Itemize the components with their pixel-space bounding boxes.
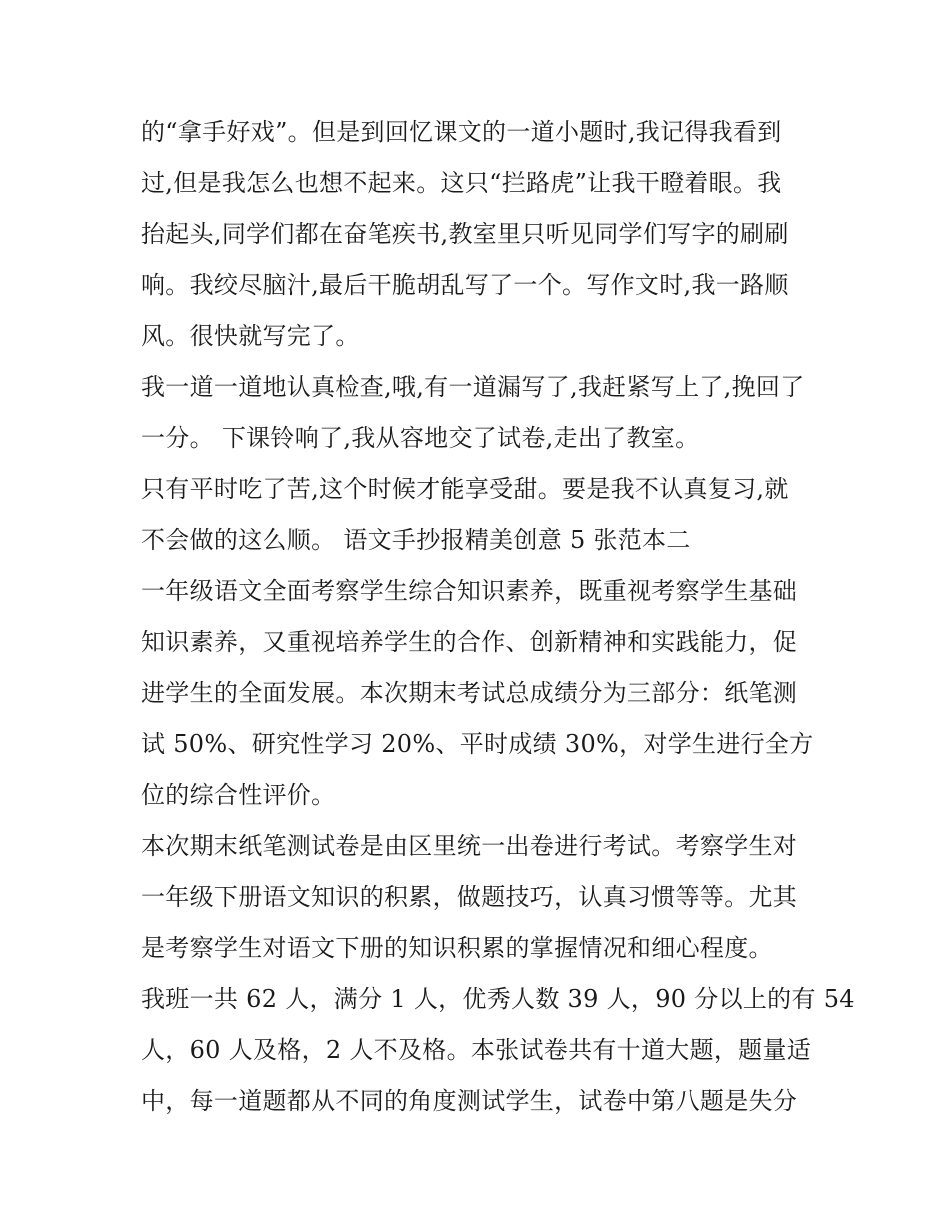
text-line: 只有平时吃了苦,这个时候才能享受甜。要是我不认真复习,就 xyxy=(141,475,789,503)
text-line: 抬起头,同学们都在奋笔疾书,教室里只听见同学们写字的刷刷 xyxy=(141,220,789,248)
text-line: 风。很快就写完了。 xyxy=(141,322,360,350)
text-line: 我一道一道地认真检查,哦,有一道漏写了,我赶紧写上了,挽回了 xyxy=(141,373,805,401)
text-line: 一分。 下课铃响了,我从容地交了试卷,走出了教室。 xyxy=(141,424,700,452)
body-text xyxy=(141,107,855,1127)
text-line: 的“拿手好戏”。但是到回忆课文的一道小题时,我记得我看到 xyxy=(141,118,782,146)
text-line: 位的综合性评价。 xyxy=(141,781,336,809)
text-line: 我班一共 62 人，满分 1 人，优秀人数 39 人，90 分以上的有 54 xyxy=(141,985,855,1013)
text-line: 进学生的全面发展。本次期末考试总成绩分为三部分：纸笔测 xyxy=(141,679,798,707)
text-line: 响。我绞尽脑汁,最后干脆胡乱写了一个。写作文时,我一路顺 xyxy=(141,271,789,299)
text-line: 一年级语文全面考察学生综合知识素养，既重视考察学生基础 xyxy=(141,577,798,605)
text-line: 过,但是我怎么也想不起来。这只“拦路虎”让我干瞪着眼。我 xyxy=(141,169,782,197)
text-line: 本次期末纸笔测试卷是由区里统一出卷进行考试。考察学生对 xyxy=(141,832,798,860)
text-line: 不会做的这么顺。 语文手抄报精美创意 5 张范本二 xyxy=(141,526,691,554)
text-line: 人，60 人及格，2 人不及格。本张试卷共有十道大题，题量适 xyxy=(141,1036,812,1064)
text-line: 一年级下册语文知识的积累，做题技巧，认真习惯等等。尤其 xyxy=(141,883,798,911)
text-line: 中，每一道题都从不同的角度测试学生，试卷中第八题是失分 xyxy=(141,1087,798,1115)
text-line: 知识素养，又重视培养学生的合作、创新精神和实践能力，促 xyxy=(141,628,798,656)
text-line: 试 50%、研究性学习 20%、平时成绩 30%，对学生进行全方 xyxy=(141,730,814,758)
text-line: 是考察学生对语文下册的知识积累的掌握情况和细心程度。 xyxy=(141,934,773,962)
